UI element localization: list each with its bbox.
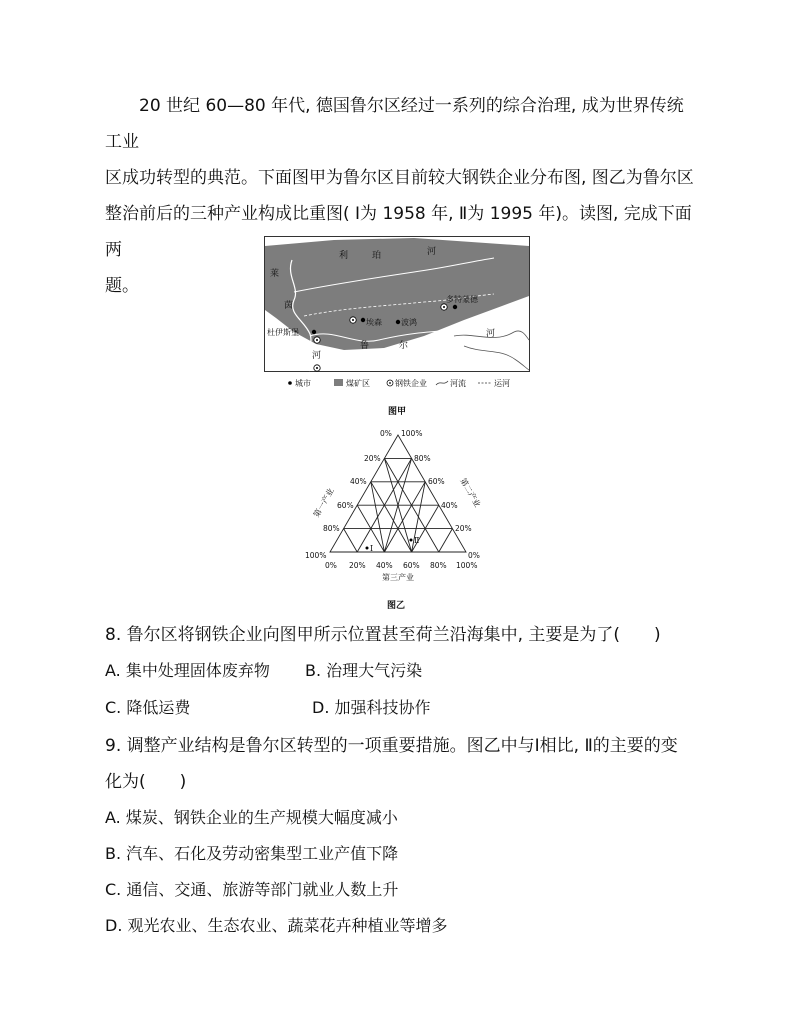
bottom-tick-100: 100%: [456, 561, 478, 570]
legend-river: 河流: [450, 379, 466, 388]
right-axis-label: 第二产业: [458, 476, 483, 509]
point-II-label: Ⅱ: [414, 536, 420, 545]
legend-steel: 钢铁企业: [395, 379, 427, 388]
left-tick-60: 60%: [337, 501, 354, 510]
question-8-stem: 8. 鲁尔区将钢铁企业向图甲所示位置甚至荷兰沿海集中, 主要是为了( ): [105, 625, 661, 645]
figure-b-ternary: [300, 424, 496, 588]
label-lippe-1: 利: [339, 251, 349, 261]
legend-city: 城市: [295, 379, 311, 388]
label-ruhr-1: 鲁: [360, 341, 370, 351]
question-8-option-b[interactable]: B. 治理大气污染: [305, 661, 423, 680]
question-8-option-d[interactable]: D. 加强科技协作: [312, 698, 431, 717]
bottom-tick-60: 60%: [403, 561, 420, 570]
intro-line-2: 区成功转型的典范。下面图甲为鲁尔区目前较大钢铁企业分布图, 图乙为鲁尔区: [105, 168, 694, 188]
label-dortmund: 多特蒙德: [446, 295, 478, 304]
left-tick-80: 80%: [323, 524, 340, 533]
label-essen: 埃森: [366, 318, 382, 327]
left-tick-100: 100%: [305, 551, 327, 560]
label-rhine-3: 河: [312, 351, 322, 361]
question-9-option-d[interactable]: D. 观光农业、生态农业、蔬菜花卉种植业等增多: [105, 916, 448, 935]
bottom-tick-40: 40%: [376, 561, 393, 570]
right-tick-40: 40%: [441, 501, 458, 510]
legend-coal-icon: [334, 379, 343, 386]
label-ruhr-3: 河: [486, 329, 496, 339]
left-axis-label: 第一产业: [311, 486, 336, 519]
legend-city-icon: [288, 381, 292, 385]
label-rhine-1: 莱: [270, 269, 280, 279]
right-tick-20: 20%: [455, 524, 472, 533]
point-II-marker: [410, 539, 413, 542]
point-I-marker: [366, 547, 369, 550]
question-9-option-a[interactable]: A. 煤炭、钢铁企业的生产规模大幅度减小: [105, 808, 398, 827]
question-8-option-a[interactable]: A. 集中处理固体废弃物: [105, 661, 270, 680]
question-9-stem-line-1: 9. 调整产业结构是鲁尔区转型的一项重要措施。图乙中与Ⅰ相比, Ⅱ的主要的变: [105, 736, 678, 756]
figure-a-caption: 图甲: [387, 407, 406, 417]
figure-a-map: [264, 236, 532, 392]
right-tick-0: 0%: [468, 551, 480, 560]
question-8-option-c[interactable]: C. 降低运费: [105, 698, 191, 717]
top-tick-100: 100%: [401, 429, 423, 438]
city-dortmund: [453, 305, 457, 309]
city-essen: [361, 318, 365, 322]
legend-canal: 运河: [494, 379, 510, 388]
right-tick-60: 60%: [428, 477, 445, 486]
question-9-option-c[interactable]: C. 通信、交通、旅游等部门就业人数上升: [105, 880, 399, 899]
bottom-tick-0: 0%: [325, 561, 337, 570]
label-rhine-2: 茵: [284, 301, 294, 311]
bottom-tick-20: 20%: [349, 561, 366, 570]
label-lippe-2: 珀: [372, 251, 382, 261]
intro-line-3: 整治前后的三种产业构成比重图( Ⅰ为 1958 年, Ⅱ为 1995 年)。读图, 完成下面两: [105, 204, 692, 260]
label-lippe-3: 河: [427, 247, 437, 257]
label-ruhr-2: 尔: [399, 341, 409, 351]
intro-line-1: 20 世纪 60—80 年代, 德国鲁尔区经过一系列的综合治理, 成为世界传统工业: [105, 96, 684, 152]
label-duisburg: 杜伊斯堡: [267, 328, 299, 337]
map-legend: [288, 378, 510, 388]
right-tick-80: 80%: [414, 454, 431, 463]
point-I-label: Ⅰ: [370, 544, 374, 553]
left-tick-40: 40%: [350, 477, 367, 486]
intro-line-4: 题。: [105, 276, 139, 296]
question-9-option-b[interactable]: B. 汽车、石化及劳动密集型工业产值下降: [105, 844, 399, 863]
left-tick-20: 20%: [364, 454, 381, 463]
city-duisburg: [312, 330, 316, 334]
ternary-grid: [330, 435, 466, 552]
city-bochum: [396, 320, 400, 324]
figure-b-caption: 图乙: [386, 601, 405, 611]
bottom-tick-80: 80%: [430, 561, 447, 570]
top-tick-0: 0%: [380, 429, 392, 438]
question-9-stem-line-2: 化为( ): [105, 772, 187, 792]
legend-river-icon: [436, 381, 448, 385]
bottom-axis-label: 第三产业: [382, 573, 414, 582]
label-bochum: 波鸿: [401, 318, 417, 327]
legend-coal: 煤矿区: [346, 379, 370, 388]
